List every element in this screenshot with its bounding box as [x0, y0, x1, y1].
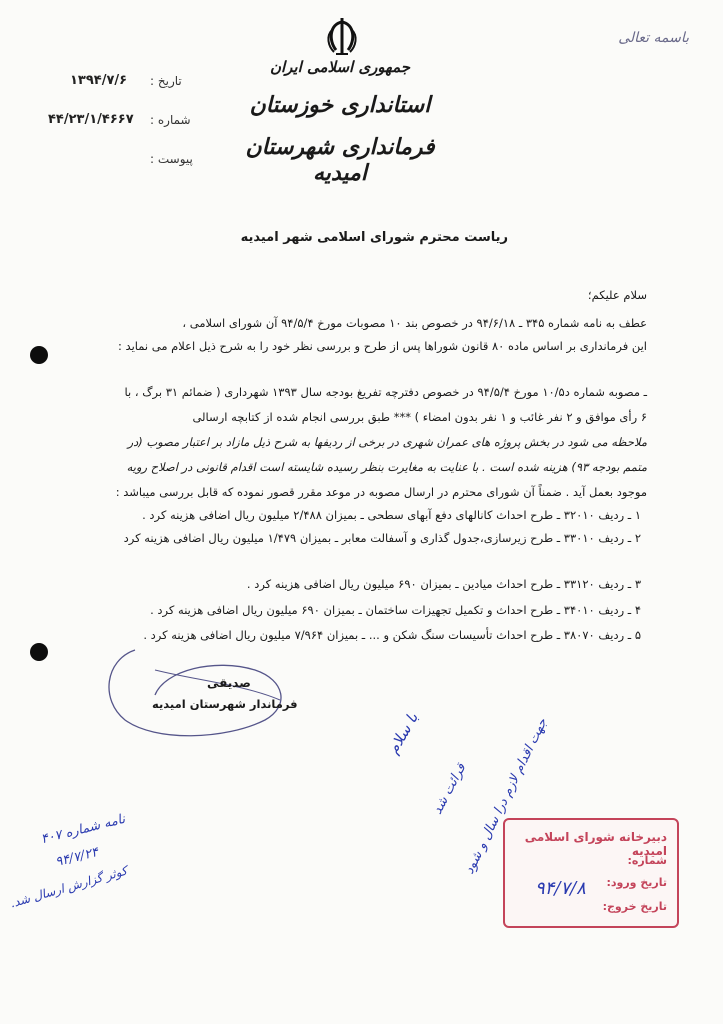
punch-hole-bottom: [30, 643, 48, 661]
council-stamp: [503, 818, 679, 928]
attachment-label: پیوست :: [150, 152, 193, 166]
header-province: استانداری خوزستان: [249, 92, 431, 118]
list-item: ۲ ـ ردیف ۳۳۰۱۰ ـ طرح زیرسازی،جدول گذاری و آسفالت معابر ـ بمیزان ۱/۴۷۹ میلیون ریال اضافی هزینه کرد: [123, 531, 641, 545]
handwritten-note-2: قرائت شد: [430, 761, 470, 818]
stamp-entry-label: تاریخ ورود:: [606, 876, 667, 889]
list-item: ۵ ـ ردیف ۳۸۰۷۰ ـ طرح احداث تأسیسات سنگ شکن و ... ـ بمیزان ۷/۹۶۴ میلیون ریال اضافی هزینه کرد .: [143, 628, 641, 642]
signature-name: صدیقی: [207, 676, 251, 690]
intro-line-2: این فرمانداری بر اساس ماده ۸۰ قانون شوراها پس از طرح و بررسی نظر خود را به شرح ذیل اعلام می نماید :: [118, 339, 647, 353]
handwritten-left-3: کوثر گزارش ارسال شد.: [8, 863, 129, 911]
header-county: فرمانداری شهرستان امیدیه: [245, 134, 435, 186]
handwritten-note-3: جهت اقدام لازم درا سال و شود: [462, 716, 551, 877]
signature-title: فرماندار شهرستان امیدیه: [152, 697, 298, 711]
list-item: ۳ ـ ردیف ۳۳۱۲۰ ـ طرح احداث میادین ـ بمیزان ۶۹۰ میلیون ریال اضافی هزینه کرد .: [246, 577, 641, 591]
paragraph-line-3: ملاحظه می شود در بخش پروژه های عمران شهری در برخی از ردیفها به شرح ذیل مازاد بر اعتبار مصوب (در: [127, 435, 647, 449]
stamp-number-label: شماره:: [627, 854, 667, 867]
stamp-entry-value: ۹۴/۷/۸: [535, 878, 586, 899]
greeting: سلام علیکم؛: [587, 288, 647, 302]
handwritten-left-1: نامه شماره ۴۰۷: [39, 811, 127, 848]
recipient-line: ریاست محترم شورای اسلامی شهر امیدیه: [240, 230, 508, 245]
date-value: ۱۳۹۴/۷/۶: [70, 73, 128, 88]
number-label: شماره :: [150, 113, 191, 127]
stamp-exit-label: تاریخ خروج:: [602, 900, 667, 913]
paragraph-line-2: ۶ رأی موافق و ۲ نفر غائب و ۱ نفر بدون امضاء ) *** طبق بررسی انجام شده از کتابچه ارسالی: [192, 410, 647, 424]
handwritten-left-2: ۹۴/۷/۲۴: [53, 844, 100, 871]
paragraph-line-4: متمم بودجه ۹۳) هزینه شده است . با عنایت به مغایرت بنظر رسیده شایسته است اقدام قانونی در اصلاح رویه: [126, 460, 647, 474]
punch-hole-top: [30, 346, 48, 364]
header-country: جمهوری اسلامی ایران: [269, 58, 411, 76]
iran-emblem-icon: [322, 14, 362, 58]
number-value: ۴۴/۲۳/۱/۴۶۶۷: [48, 112, 134, 127]
signature-scribble: [95, 640, 295, 745]
date-label: تاریخ :: [150, 74, 182, 88]
list-item: ۱ ـ ردیف ۳۲۰۱۰ ـ طرح احداث کانالهای دفع آبهای سطحی ـ بمیزان ۲/۴۸۸ میلیون ریال اضافی هزینه کرد .: [142, 508, 641, 522]
list-item: ۴ ـ ردیف ۳۴۰۱۰ ـ طرح احداث و تکمیل تجهیزات ساختمان ـ بمیزان ۶۹۰ میلیون ریال اضافی هزینه کرد .: [150, 603, 641, 617]
top-note: باسمه تعالی: [618, 30, 689, 46]
stamp-title: دبیرخانه شورای اسلامی امیدیه: [524, 830, 667, 858]
paragraph-line-1: ـ مصوبه شماره د۱۰/۵ مورخ ۹۴/۵/۴ در خصوص دفترچه تفریغ بودجه سال ۱۳۹۳ شهرداری ( ضمائم ۳۱ برگ ، با: [124, 385, 647, 399]
handwritten-note-1: با سلام: [384, 709, 422, 757]
intro-line-1: عطف به نامه شماره ۳۴۵ ـ ۹۴/۶/۱۸ در خصوص بند ۱۰ مصوبات مورخ ۹۴/۵/۴ آن شورای اسلامی ،: [182, 316, 647, 330]
paragraph-line-5: موجود بعمل آید . ضمناً آن شورای محترم در ارسال مصوبه در موعد مقرر قصور نموده که قابل بررسی میباشد :: [115, 485, 647, 499]
